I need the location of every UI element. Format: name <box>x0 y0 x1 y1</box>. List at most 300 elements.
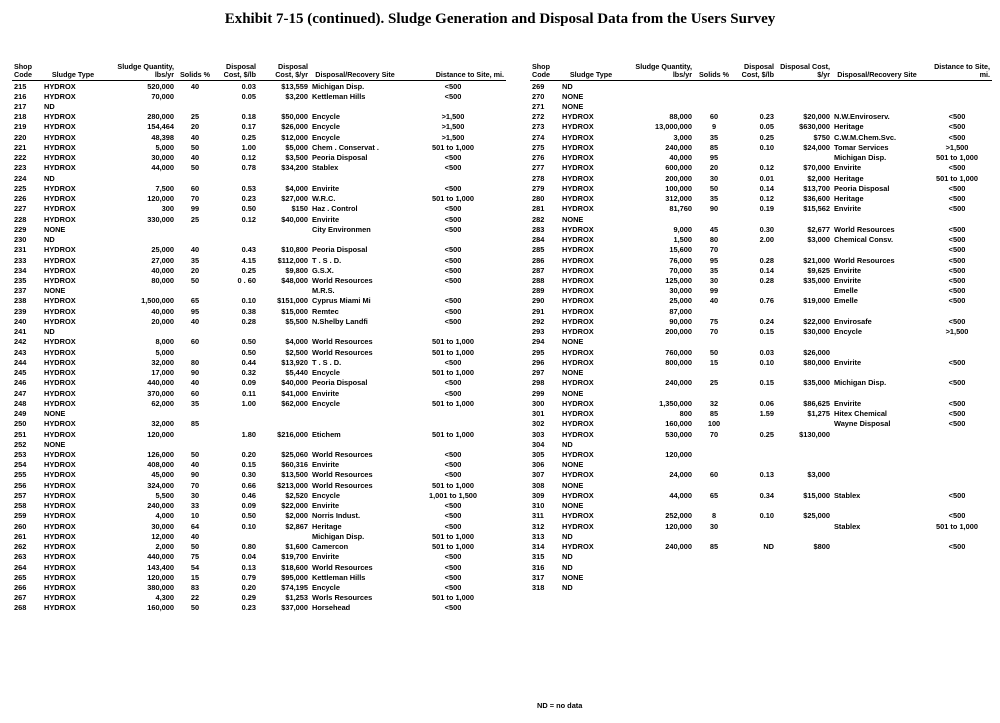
quantity-cell: 40,000 <box>669 153 692 163</box>
distance-cell <box>922 439 992 449</box>
shop-code-cell: 297 <box>532 368 545 378</box>
quantity-cell: 120,000 <box>147 194 174 204</box>
site-cell <box>832 511 922 521</box>
site-cell: Michigan Disp. <box>312 81 365 91</box>
cost-per-yr-cell: $26,000 <box>803 347 830 357</box>
table-row <box>530 583 992 593</box>
table-row <box>530 501 992 511</box>
cost-per-lb-cell: 0.50 <box>241 511 256 521</box>
quantity-cell: 440,000 <box>147 552 174 562</box>
cost-per-lb-cell: 0.34 <box>759 490 774 500</box>
distance-cell: <500 <box>444 357 462 367</box>
distance-cell: <500 <box>444 255 462 265</box>
cost-per-yr-cell <box>258 419 310 429</box>
quantity-cell: 1,350,000 <box>659 398 692 408</box>
site-cell: Camercon <box>312 542 349 552</box>
distance-cell <box>922 450 992 460</box>
solids-cell: 40 <box>190 153 200 163</box>
cost-per-yr-cell: $22,000 <box>281 501 308 511</box>
distance-cell: 501 to 1,000 <box>936 173 978 183</box>
cost-per-yr-cell: $750 <box>813 132 830 142</box>
quantity-cell: 760,000 <box>665 347 692 357</box>
table-row <box>12 542 506 552</box>
distance-cell: <500 <box>444 316 462 326</box>
shop-code-cell: 226 <box>14 194 27 204</box>
cost-per-lb-cell: 0.05 <box>759 122 774 132</box>
quantity-cell: 200,000 <box>665 327 692 337</box>
cost-per-yr-cell <box>776 419 832 429</box>
solids-cell: 40 <box>709 296 719 306</box>
quantity-cell <box>104 102 176 112</box>
sludge-type-cell: HYDROX <box>562 378 594 388</box>
cost-per-lb-cell: 0.23 <box>241 603 256 613</box>
col-sludge-type: Sludge Type <box>560 63 622 81</box>
shop-code-cell: 291 <box>532 306 545 316</box>
table-row <box>530 153 992 163</box>
shop-code-cell: 308 <box>532 480 545 490</box>
site-cell: Worls Resources <box>312 593 373 603</box>
cost-per-lb-cell: 0.09 <box>241 501 256 511</box>
site-cell <box>832 572 922 582</box>
distance-cell <box>922 583 992 593</box>
solids-cell <box>176 102 214 112</box>
distance-cell <box>400 173 506 183</box>
table-row <box>12 398 506 408</box>
shop-code-cell: 270 <box>532 91 545 101</box>
cost-per-lb-cell: 0.17 <box>241 122 256 132</box>
quantity-cell: 48,398 <box>151 132 174 142</box>
sludge-type-cell: HYDROX <box>562 173 594 183</box>
quantity-cell: 17,000 <box>151 368 174 378</box>
table-row <box>530 491 992 501</box>
distance-cell: 501 to 1,000 <box>432 593 474 603</box>
shop-code-cell: 286 <box>532 255 545 265</box>
cost-per-yr-cell: $13,700 <box>803 183 830 193</box>
solids-cell: 20 <box>709 163 719 173</box>
site-cell: Etichem <box>312 429 341 439</box>
distance-cell: <500 <box>444 449 462 459</box>
distance-cell: >1,500 <box>441 122 465 132</box>
table-row <box>12 470 506 480</box>
sludge-type-cell: HYDROX <box>44 480 76 490</box>
table-row <box>12 163 506 173</box>
col-solids: Solids % <box>176 63 214 81</box>
shop-code-cell: 310 <box>532 501 545 511</box>
cost-per-yr-cell: $34,200 <box>281 163 308 173</box>
quantity-cell: 370,000 <box>147 388 174 398</box>
cost-per-yr-cell: $13,500 <box>281 470 308 480</box>
table-row <box>12 173 506 183</box>
cost-per-yr-cell: $130,000 <box>799 429 830 439</box>
quantity-cell: 408,000 <box>147 460 174 470</box>
table-row <box>530 572 992 582</box>
distance-cell <box>922 552 992 562</box>
solids-cell <box>694 102 734 112</box>
quantity-cell: 25,000 <box>151 245 174 255</box>
quantity-cell <box>622 388 694 398</box>
distance-cell: <500 <box>444 572 462 582</box>
site-cell <box>832 102 922 112</box>
col-sludge-quantity: Sludge Quantity, lbs/yr <box>622 63 694 81</box>
distance-cell: <500 <box>444 265 462 275</box>
shop-code-cell: 288 <box>532 275 545 285</box>
table-row <box>12 347 506 357</box>
table-row <box>12 183 506 193</box>
shop-code-cell: 225 <box>14 183 27 193</box>
right-table-body <box>530 81 992 593</box>
table-row <box>12 204 506 214</box>
sludge-type-cell: HYDROX <box>44 419 76 429</box>
distance-cell: 501 to 1,000 <box>936 521 978 531</box>
cost-per-yr-cell: $24,000 <box>803 142 830 152</box>
distance-cell: >1,500 <box>441 112 465 122</box>
sludge-type-cell: HYDROX <box>562 357 594 367</box>
solids-cell: 99 <box>190 204 200 214</box>
cost-per-lb-cell <box>734 91 776 101</box>
shop-code-cell: 239 <box>14 306 27 316</box>
sludge-type-cell: HYDROX <box>44 265 76 275</box>
cost-per-yr-cell: $151,000 <box>277 296 308 306</box>
cost-per-lb-cell: 0.29 <box>241 593 256 603</box>
site-cell: Heritage <box>834 122 864 132</box>
shop-code-cell: 263 <box>14 552 27 562</box>
cost-per-yr-cell <box>258 327 310 337</box>
sludge-type-cell: ND <box>562 439 573 449</box>
cost-per-yr-cell: $630,000 <box>799 122 830 132</box>
cost-per-yr-cell: $5,500 <box>285 316 308 326</box>
table-row <box>530 450 992 460</box>
table-row <box>12 511 506 521</box>
table-row <box>12 368 506 378</box>
sludge-type-cell: HYDROX <box>44 153 76 163</box>
sludge-type-cell: HYDROX <box>44 347 76 357</box>
quantity-cell: 200,000 <box>665 173 692 183</box>
site-cell: Haz . Control <box>312 204 358 214</box>
quantity-cell: 5,000 <box>155 142 174 152</box>
cost-per-yr-cell <box>258 409 310 419</box>
sludge-type-cell: ND <box>44 102 55 111</box>
table-row <box>530 173 992 183</box>
solids-cell <box>694 368 734 378</box>
table-row <box>530 296 992 306</box>
site-cell <box>310 409 400 419</box>
cost-per-lb-cell: 0.10 <box>759 511 774 521</box>
quantity-cell: 120,000 <box>147 429 174 439</box>
sludge-type-cell: HYDROX <box>44 501 76 511</box>
table-header-row <box>12 63 506 81</box>
site-cell: Encycle <box>312 112 340 122</box>
shop-code-cell: 285 <box>532 245 545 255</box>
solids-cell <box>694 501 734 511</box>
cost-per-lb-cell <box>734 572 776 582</box>
distance-cell: <500 <box>444 91 462 101</box>
distance-cell: <500 <box>444 562 462 572</box>
cost-per-yr-cell: $27,000 <box>281 194 308 204</box>
shop-code-cell: 233 <box>14 255 27 265</box>
cost-per-lb-cell: 0.10 <box>241 521 256 531</box>
solids-cell: 30 <box>709 173 719 183</box>
solids-cell: 75 <box>709 316 719 326</box>
cost-per-lb-cell: 1.00 <box>241 142 256 152</box>
cost-per-lb-cell: 0.10 <box>759 357 774 367</box>
shop-code-cell: 281 <box>532 204 545 214</box>
quantity-cell: 76,000 <box>669 255 692 265</box>
shop-code-cell: 303 <box>532 429 545 439</box>
col-shop-code: Shop Code <box>530 63 560 81</box>
cost-per-lb-cell: 2.00 <box>759 235 774 245</box>
cost-per-yr-cell: $37,000 <box>281 603 308 613</box>
quantity-cell: 32,000 <box>151 419 174 429</box>
cost-per-lb-cell <box>734 552 776 562</box>
shop-code-cell: 218 <box>14 112 27 122</box>
cost-per-lb-cell: 1.59 <box>759 409 774 419</box>
distance-cell <box>400 327 506 337</box>
quantity-cell <box>622 337 694 347</box>
table-row <box>12 153 506 163</box>
distance-cell: <500 <box>948 296 966 306</box>
solids-cell: 35 <box>190 398 200 408</box>
table-row <box>530 521 992 531</box>
solids-cell: 50 <box>190 163 200 173</box>
sludge-type-cell: HYDROX <box>562 398 594 408</box>
site-cell <box>310 235 400 245</box>
solids-cell: 85 <box>709 142 719 152</box>
sludge-type-cell: HYDROX <box>44 112 76 122</box>
solids-cell: 33 <box>190 501 200 511</box>
cost-per-yr-cell: $15,000 <box>803 490 830 500</box>
cost-per-lb-cell: 0.20 <box>241 583 256 593</box>
sludge-type-cell: HYDROX <box>562 235 594 245</box>
shop-code-cell: 245 <box>14 368 27 378</box>
quantity-cell: 30,000 <box>151 521 174 531</box>
site-cell: World Resources <box>312 347 373 357</box>
shop-code-cell: 257 <box>14 490 27 500</box>
sludge-type-cell: HYDROX <box>44 368 76 378</box>
distance-cell: <500 <box>948 286 966 296</box>
quantity-cell: 154,464 <box>147 122 174 132</box>
solids-cell <box>694 91 734 101</box>
cost-per-yr-cell: $40,000 <box>281 214 308 224</box>
cost-per-yr-cell: $9,800 <box>285 265 308 275</box>
shop-code-cell: 301 <box>532 409 545 419</box>
cost-per-lb-cell: 0.12 <box>241 214 256 224</box>
cost-per-lb-cell: 0.78 <box>241 163 256 173</box>
solids-cell: 83 <box>190 583 200 593</box>
cost-per-lb-cell <box>734 388 776 398</box>
sludge-type-cell: NONE <box>562 460 584 470</box>
site-cell: Emelle <box>834 286 858 296</box>
shop-code-cell: 315 <box>532 552 545 562</box>
site-cell: Remtec <box>312 306 339 316</box>
cost-per-yr-cell <box>776 91 832 101</box>
shop-code-cell: 264 <box>14 562 27 572</box>
solids-cell: 40 <box>190 460 200 470</box>
shop-code-cell: 278 <box>532 173 545 183</box>
cost-per-yr-cell: $4,000 <box>285 183 308 193</box>
table-row <box>12 572 506 582</box>
table-row <box>530 194 992 204</box>
distance-cell <box>922 572 992 582</box>
cost-per-yr-cell <box>776 460 832 470</box>
solids-cell: 40 <box>190 378 200 388</box>
solids-cell: 35 <box>709 194 719 204</box>
cost-per-yr-cell: $2,000 <box>807 173 830 183</box>
cost-per-lb-cell <box>734 460 776 470</box>
table-row <box>530 122 992 132</box>
cost-per-lb-cell <box>214 439 258 449</box>
cost-per-lb-cell: 0.15 <box>759 327 774 337</box>
sludge-type-cell: HYDROX <box>562 347 594 357</box>
solids-cell: 22 <box>190 593 200 603</box>
quantity-cell <box>622 102 694 112</box>
sludge-type-cell: HYDROX <box>44 552 76 562</box>
distance-cell: 501 to 1,000 <box>432 337 474 347</box>
distance-cell: >1,500 <box>945 142 969 152</box>
cost-per-lb-cell: 0.12 <box>241 153 256 163</box>
shop-code-cell: 250 <box>14 419 27 429</box>
quantity-cell: 3,000 <box>673 132 692 142</box>
quantity-cell: 252,000 <box>665 511 692 521</box>
site-cell <box>832 531 922 541</box>
cost-per-lb-cell: 0.20 <box>241 449 256 459</box>
quantity-cell: 324,000 <box>147 480 174 490</box>
site-cell <box>832 368 922 378</box>
shop-code-cell: 292 <box>532 316 545 326</box>
cost-per-lb-cell <box>734 286 776 296</box>
cost-per-yr-cell: $2,520 <box>285 490 308 500</box>
distance-cell: 501 to 1,000 <box>432 429 474 439</box>
table-row <box>530 388 992 398</box>
cost-per-yr-cell: $80,000 <box>803 357 830 367</box>
col-distance: Distance to Site, mi. <box>922 63 992 81</box>
quantity-cell: 32,000 <box>151 357 174 367</box>
distance-cell: 501 to 1,000 <box>432 347 474 357</box>
solids-cell <box>694 306 734 316</box>
table-row <box>530 337 992 347</box>
sludge-type-cell: HYDROX <box>44 562 76 572</box>
distance-cell <box>922 562 992 572</box>
solids-cell <box>176 429 214 439</box>
distance-cell: 501 to 1,000 <box>432 531 474 541</box>
solids-cell <box>694 388 734 398</box>
quantity-cell: 120,000 <box>665 521 692 531</box>
shop-code-cell: 256 <box>14 480 27 490</box>
distance-cell: 501 to 1,000 <box>432 368 474 378</box>
distance-cell: <500 <box>444 460 462 470</box>
distance-cell: <500 <box>444 306 462 316</box>
quantity-cell: 330,000 <box>147 214 174 224</box>
distance-cell: 501 to 1,000 <box>432 194 474 204</box>
sludge-type-cell: NONE <box>562 368 584 378</box>
solids-cell: 54 <box>190 562 200 572</box>
sludge-type-cell: HYDROX <box>44 245 76 255</box>
cost-per-lb-cell: 0.25 <box>759 429 774 439</box>
table-row <box>530 368 992 378</box>
solids-cell: 90 <box>709 204 719 214</box>
sludge-type-cell: HYDROX <box>44 572 76 582</box>
site-cell: Envirite <box>312 183 340 193</box>
shop-code-cell: 272 <box>532 112 545 122</box>
cost-per-lb-cell: 0.15 <box>759 378 774 388</box>
shop-code-cell: 299 <box>532 388 545 398</box>
quantity-cell <box>622 501 694 511</box>
cost-per-lb-cell: 0.50 <box>241 204 256 214</box>
distance-cell <box>922 480 992 490</box>
site-cell: Emelle <box>834 296 858 306</box>
shop-code-cell: 254 <box>14 460 27 470</box>
cost-per-yr-cell <box>258 439 310 449</box>
table-row <box>530 511 992 521</box>
sludge-type-cell: HYDROX <box>562 511 594 521</box>
table-row <box>530 398 992 408</box>
cost-per-yr-cell: $15,562 <box>803 204 830 214</box>
cost-per-yr-cell: $25,000 <box>803 511 830 521</box>
table-row <box>530 439 992 449</box>
table-row <box>530 163 992 173</box>
solids-cell: 99 <box>709 286 719 296</box>
sludge-type-cell: HYDROX <box>44 132 76 142</box>
cost-per-yr-cell <box>776 439 832 449</box>
cost-per-yr-cell <box>776 153 832 163</box>
quantity-cell: 30,000 <box>669 286 692 296</box>
quantity-cell: 800 <box>679 409 692 419</box>
shop-code-cell: 243 <box>14 347 27 357</box>
quantity-cell: 20,000 <box>151 316 174 326</box>
site-cell: Heritage <box>312 521 342 531</box>
cost-per-lb-cell: 0.79 <box>241 572 256 582</box>
table-row <box>12 255 506 265</box>
shop-code-cell: 313 <box>532 531 545 541</box>
distance-cell <box>922 501 992 511</box>
shop-code-cell: 289 <box>532 286 545 296</box>
distance-cell: <500 <box>444 603 462 613</box>
cost-per-lb-cell <box>734 102 776 112</box>
sludge-type-cell: NONE <box>562 91 584 101</box>
cost-per-lb-cell: 0.53 <box>241 183 256 193</box>
distance-cell: <500 <box>948 163 966 173</box>
col-distance: Distance to Site, mi. <box>400 63 506 81</box>
distance-cell: <500 <box>444 511 462 521</box>
solids-cell <box>176 224 214 234</box>
table-row <box>530 81 992 92</box>
distance-cell: <500 <box>948 194 966 204</box>
cost-per-lb-cell <box>734 562 776 572</box>
sludge-type-cell: ND <box>562 531 573 541</box>
cost-per-lb-cell <box>734 450 776 460</box>
site-cell: Stablex <box>834 490 861 500</box>
table-row <box>12 143 506 153</box>
table-row <box>530 542 992 552</box>
sludge-type-cell: HYDROX <box>562 296 594 306</box>
site-cell: Envirite <box>312 501 340 511</box>
col-disposal-site: Disposal/Recovery Site <box>832 63 922 81</box>
distance-cell: 501 to 1,000 <box>432 398 474 408</box>
quantity-cell: 160,000 <box>665 419 692 429</box>
table-row <box>530 224 992 234</box>
cost-per-lb-cell: 0.13 <box>241 562 256 572</box>
shop-code-cell: 282 <box>532 214 545 224</box>
site-cell <box>310 439 400 449</box>
table-row <box>530 429 992 439</box>
cost-per-yr-cell: $9,625 <box>807 265 830 275</box>
table-row <box>12 296 506 306</box>
sludge-type-cell: HYDROX <box>44 214 76 224</box>
cost-per-yr-cell: $50,000 <box>281 112 308 122</box>
solids-cell <box>694 562 734 572</box>
cost-per-yr-cell: $5,440 <box>285 368 308 378</box>
cost-per-lb-cell: 0.14 <box>759 265 774 275</box>
cost-per-lb-cell: 0.03 <box>759 347 774 357</box>
